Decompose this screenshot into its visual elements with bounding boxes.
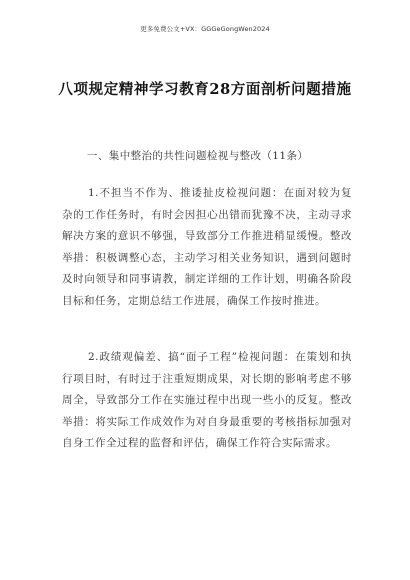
paragraph-1: 1.不担当不作为、推诿扯皮检视问题：在面对较为复杂的工作任务时，有时会因担心出错而犹豫不决，主动寻求解决方案的意识不够强，导致部分工作推进稍显缓慢。整改举措：积极调整心态，主动学习相关业务知识，遇到问题时及时向领导和同事请教，制定详细的工作计划，明确各阶段目标和任务，定期总结工作进展，确保工作按时推进。 [62,187,352,307]
header-note: 更多免费公文+VX：GGGeGongWen2024 [140,25,270,33]
section-heading: 一、集中整治的共性问题检视与整改（11条） [87,150,309,162]
document-title: 八项规定精神学习教育28方面剖析问题措施 [58,81,352,98]
paragraph-2: 2.政绩观偏差、搞“面子工程”检视问题：在策划和执行项目时，有时过于注重短期成果，对长期的影响考虑不够周全，导致部分工作在实施过程中出现一些小的反复。整改举措：将实际工作成效作为对自身最重要的考核指标加强对自身工作全过程的监督和评估，确保工作符合实际需求。 [62,351,352,449]
